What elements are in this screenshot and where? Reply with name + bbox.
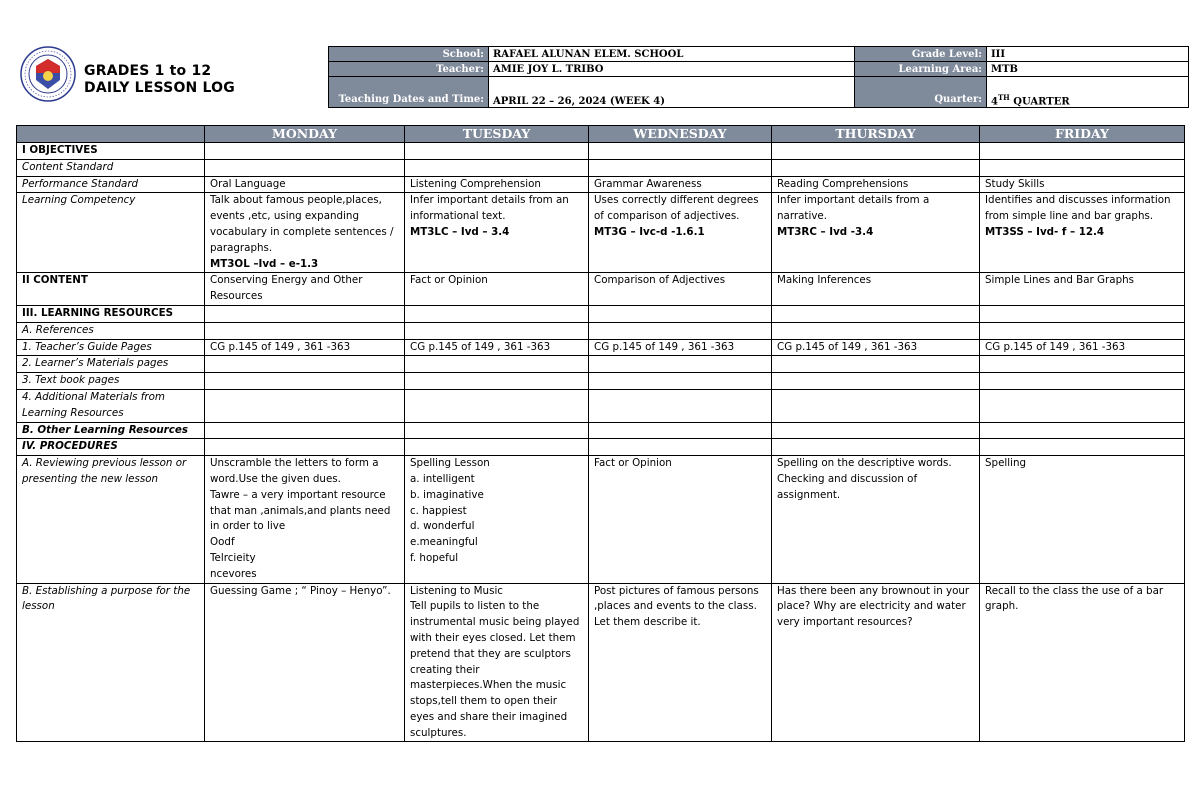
teacher-label: Teacher: <box>329 62 489 77</box>
table-row <box>17 456 1185 583</box>
cell-thursday: Reading Comprehensions <box>772 176 980 193</box>
cell-monday: Oral Language <box>205 176 405 193</box>
cell-wednesday: CG p.145 of 149 , 361 -363 <box>589 339 772 356</box>
cell-monday <box>205 193 405 273</box>
cell-tuesday: CG p.145 of 149 , 361 -363 <box>405 339 589 356</box>
line: Tell pupils to listen to the instrumental music being played with their eyes closed. Let them pretend that they are sculptors creating their masterpieces.When the music stops,tell them to open their eyes and share their imagined sculptures. <box>410 600 580 739</box>
cell-friday <box>980 193 1185 273</box>
day-header-monday: MONDAY <box>205 126 405 143</box>
table-row <box>17 322 1185 339</box>
line: Tawre – a very important resource that man ,animals,and plants need in order to live <box>210 488 391 533</box>
reviewing-label: A. Reviewing previous lesson or presenting the new lesson <box>17 456 205 583</box>
table-row <box>17 439 1185 456</box>
day-header-tuesday: TUESDAY <box>405 126 589 143</box>
school-label: School: <box>329 47 489 62</box>
competency-text: Uses correctly different degrees of comparison of adjectives. <box>594 194 759 223</box>
line: Unscramble the letters to form a word.Use the given dues. <box>210 457 379 485</box>
corner-cell <box>17 126 205 143</box>
purpose-label: B. Establishing a purpose for the lesson <box>17 583 205 742</box>
cell-friday: Simple Lines and Bar Graphs <box>980 273 1185 306</box>
procedures-heading: IV. PROCEDURES <box>17 439 205 456</box>
cell-monday: CG p.145 of 149 , 361 -363 <box>205 339 405 356</box>
other-resources-label: B. Other Learning Resources <box>17 422 205 439</box>
lesson-log-table <box>16 125 1185 742</box>
learning-area-label: Learning Area: <box>855 62 987 77</box>
cell-friday: CG p.145 of 149 , 361 -363 <box>980 339 1185 356</box>
teaching-dates-label: Teaching Dates and Time: <box>329 77 489 108</box>
cell-friday: Study Skills <box>980 176 1185 193</box>
teachers-guide-label: 1. Teacher’s Guide Pages <box>17 339 205 356</box>
competency-code: MT3RC – Ivd -3.4 <box>777 225 874 238</box>
teacher-value: AMIE JOY L. TRIBO <box>489 62 855 77</box>
cell-wednesday: Grammar Awareness <box>589 176 772 193</box>
competency-text: Talk about famous people,places, events ,etc, using expanding vocabulary in complete sentences / paragraphs. <box>210 194 394 254</box>
competency-text: Infer important details from a narrative. <box>777 194 930 223</box>
competency-code: MT3OL –Ivd – e-1.3 <box>210 257 319 270</box>
table-row <box>17 373 1185 390</box>
quarter-suffix: TH <box>997 92 1010 102</box>
line: b. imaginative <box>410 488 484 501</box>
cell-friday: Spelling <box>980 456 1185 583</box>
line: Spelling Lesson <box>410 457 490 470</box>
competency-code: MT3LC – Ivd – 3.4 <box>410 225 510 238</box>
content-heading: II CONTENT <box>17 273 205 306</box>
table-row <box>17 305 1185 322</box>
cell-monday: Conserving Energy and Other Resources <box>205 273 405 306</box>
cell-wednesday: Comparison of Adjectives <box>589 273 772 306</box>
competency-text: Identifies and discusses information from simple line and bar graphs. <box>985 194 1171 223</box>
learning-area-value: MTB <box>987 62 1189 77</box>
table-row <box>17 176 1185 193</box>
grade-level-label: Grade Level: <box>855 47 987 62</box>
content-standard-label: Content Standard <box>17 159 205 176</box>
line: ncevores <box>210 567 257 580</box>
additional-materials-label: 4. Additional Materials from Learning Resources <box>17 389 205 422</box>
competency-code: MT3G – Ivc-d -1.6.1 <box>594 225 705 238</box>
table-row <box>17 389 1185 422</box>
competency-code: MT3SS – Ivd- f – 12.4 <box>985 225 1105 238</box>
line: d. wonderful <box>410 520 475 533</box>
line: Oodf <box>210 536 235 549</box>
cell-wednesday: Post pictures of famous persons ,places and events to the class. Let them describe it. <box>589 583 772 742</box>
quarter-word: QUARTER <box>1009 96 1070 107</box>
quarter-value <box>987 77 1189 108</box>
cell-friday: Recall to the class the use of a bar graph. <box>980 583 1185 742</box>
table-row <box>17 422 1185 439</box>
cell-thursday: Has there been any brownout in your place? Why are electricity and water very important resources? <box>772 583 980 742</box>
learning-competency-label: Learning Competency <box>17 193 205 273</box>
line: f. hopeful <box>410 551 459 564</box>
line: e.meaningful <box>410 536 478 549</box>
day-header-friday: FRIDAY <box>980 126 1185 143</box>
cell-tuesday: Fact or Opinion <box>405 273 589 306</box>
performance-standard-label: Performance Standard <box>17 176 205 193</box>
cell-thursday: Spelling on the descriptive words. Checking and discussion of assignment. <box>772 456 980 583</box>
cell-monday: Guessing Game ; “ Pinoy – Henyo”. <box>205 583 405 742</box>
table-row <box>17 583 1185 742</box>
day-header-wednesday: WEDNESDAY <box>589 126 772 143</box>
table-row <box>17 339 1185 356</box>
cell-tuesday <box>405 456 589 583</box>
table-row <box>17 273 1185 306</box>
day-header-thursday: THURSDAY <box>772 126 980 143</box>
learners-materials-label: 2. Learner’s Materials pages <box>17 356 205 373</box>
school-value: RAFAEL ALUNAN ELEM. SCHOOL <box>489 47 855 62</box>
table-row <box>17 143 1185 160</box>
cell-monday <box>205 456 405 583</box>
quarter-label: Quarter: <box>855 77 987 108</box>
line: c. happiest <box>410 504 467 517</box>
cell-tuesday <box>405 583 589 742</box>
text-book-label: 3. Text book pages <box>17 373 205 390</box>
cell-tuesday: Listening Comprehension <box>405 176 589 193</box>
line: Listening to Music <box>410 584 503 597</box>
document-title <box>84 63 235 97</box>
objectives-heading: I OBJECTIVES <box>17 143 205 160</box>
table-row <box>17 356 1185 373</box>
cell-thursday: CG p.145 of 149 , 361 -363 <box>772 339 980 356</box>
school-info-table <box>328 46 1189 108</box>
table-row <box>17 193 1185 273</box>
references-label: A. References <box>17 322 205 339</box>
competency-text: Infer important details from an informational text. <box>410 194 569 223</box>
line: a. intelligent <box>410 472 475 485</box>
cell-thursday: Making Inferences <box>772 273 980 306</box>
teaching-dates-value: APRIL 22 – 26, 2024 (WEEK 4) <box>489 77 855 108</box>
cell-tuesday <box>405 193 589 273</box>
quarter-number: 4 <box>991 96 998 107</box>
learning-resources-heading: III. LEARNING RESOURCES <box>17 305 205 322</box>
cell-wednesday: Fact or Opinion <box>589 456 772 583</box>
title-line-2: DAILY LESSON LOG <box>84 80 235 96</box>
table-row <box>17 159 1185 176</box>
grade-level-value: III <box>987 47 1189 62</box>
deped-seal-logo <box>20 46 76 102</box>
title-line-1: GRADES 1 to 12 <box>84 63 212 79</box>
cell-wednesday <box>589 193 772 273</box>
cell-thursday <box>772 193 980 273</box>
line: Telrcieity <box>210 551 256 564</box>
